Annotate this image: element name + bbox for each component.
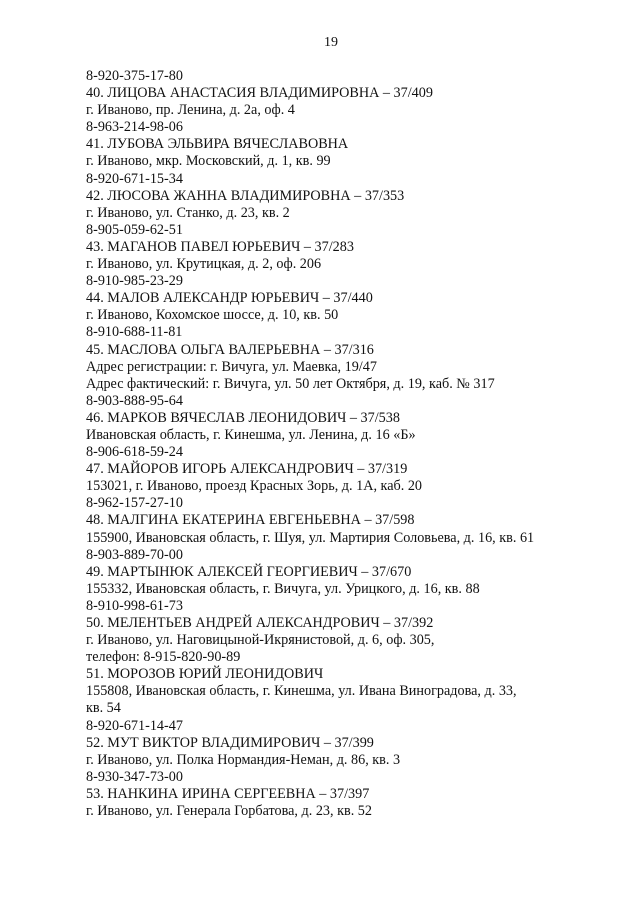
text-line: 8-910-985-23-29 <box>86 273 183 290</box>
text-line: 8-963-214-98-06 <box>86 119 183 136</box>
document-body <box>86 68 606 820</box>
text-line: 42. ЛЮСОВА ЖАННА ВЛАДИМИРОВНА – 37/353 <box>86 187 405 204</box>
text-line: 41. ЛУБОВА ЭЛЬВИРА ВЯЧЕСЛАВОВНА <box>86 136 349 153</box>
text-line: 8-905-059-62-51 <box>86 221 183 238</box>
text-line: 155808, Ивановская область, г. Кинешма, ул. Ивана Виноградова, д. 33, <box>86 683 517 700</box>
text-line: г. Иваново, ул. Наговицыной-Икрянистовой, д. 6, оф. 305, <box>86 632 435 649</box>
page-number: 19 <box>324 35 338 50</box>
text-line: 45. МАСЛОВА ОЛЬГА ВАЛЕРЬЕВНА – 37/316 <box>86 341 374 358</box>
text-line: 8-930-347-73-00 <box>86 768 183 785</box>
text-line: Ивановская область, г. Кинешма, ул. Ленина, д. 16 «Б» <box>86 426 416 443</box>
text-line: 155332, Ивановская область, г. Вичуга, ул. Урицкого, д. 16, кв. 88 <box>86 580 480 597</box>
text-line: 8-903-889-70-00 <box>86 546 183 563</box>
text-line: 8-920-671-15-34 <box>86 170 183 187</box>
text-line: г. Иваново, ул. Генерала Горбатова, д. 23, кв. 52 <box>86 803 372 820</box>
text-line: 8-910-688-11-81 <box>86 324 183 341</box>
text-line: г. Иваново, мкр. Московский, д. 1, кв. 99 <box>86 153 331 170</box>
text-line: г. Иваново, ул. Полка Нормандия-Неман, д. 86, кв. 3 <box>86 751 401 768</box>
text-line: г. Иваново, ул. Станко, д. 23, кв. 2 <box>86 204 290 221</box>
text-line: 43. МАГАНОВ ПАВЕЛ ЮРЬЕВИЧ – 37/283 <box>86 238 354 255</box>
text-line: 8-962-157-27-10 <box>86 495 183 512</box>
text-line: 8-920-375-17-80 <box>86 68 183 84</box>
text-line: 49. МАРТЫНЮК АЛЕКСЕЙ ГЕОРГИЕВИЧ – 37/670 <box>86 563 412 580</box>
text-line: телефон: 8-915-820-90-89 <box>86 649 241 666</box>
text-line: кв. 54 <box>86 700 121 717</box>
text-line: 8-903-888-95-64 <box>86 392 183 409</box>
text-line: Адрес фактический: г. Вичуга, ул. 50 лет Октября, д. 19, каб. № 317 <box>86 375 495 392</box>
text-line: 46. МАРКОВ ВЯЧЕСЛАВ ЛЕОНИДОВИЧ – 37/538 <box>86 409 400 426</box>
text-line: Адрес регистрации: г. Вичуга, ул. Маевка, 19/47 <box>86 358 377 375</box>
text-line: 8-906-618-59-24 <box>86 444 183 461</box>
text-line: 44. МАЛОВ АЛЕКСАНДР ЮРЬЕВИЧ – 37/440 <box>86 290 373 307</box>
text-line: г. Иваново, Кохомское шоссе, д. 10, кв. 50 <box>86 307 339 324</box>
text-line: 48. МАЛГИНА ЕКАТЕРИНА ЕВГЕНЬЕВНА – 37/598 <box>86 512 415 529</box>
text-line: 8-910-998-61-73 <box>86 597 183 614</box>
text-line: 52. МУТ ВИКТОР ВЛАДИМИРОВИЧ – 37/399 <box>86 734 374 751</box>
text-line: 50. МЕЛЕНТЬЕВ АНДРЕЙ АЛЕКСАНДРОВИЧ – 37/392 <box>86 615 434 631</box>
text-line: 53. НАНКИНА ИРИНА СЕРГЕЕВНА – 37/397 <box>86 785 370 802</box>
text-line: 8-920-671-14-47 <box>86 717 183 734</box>
text-line: 51. МОРОЗОВ ЮРИЙ ЛЕОНИДОВИЧ <box>86 666 324 683</box>
text-line: 47. МАЙОРОВ ИГОРЬ АЛЕКСАНДРОВИЧ – 37/319 <box>86 461 408 478</box>
text-line: 40. ЛИЦОВА АНАСТАСИЯ ВЛАДИМИРОВНА – 37/409 <box>86 85 433 102</box>
text-line: г. Иваново, пр. Ленина, д. 2а, оф. 4 <box>86 102 295 119</box>
text-line: г. Иваново, ул. Крутицкая, д. 2, оф. 206 <box>86 256 322 273</box>
text-line: 155900, Ивановская область, г. Шуя, ул. Мартирия Соловьева, д. 16, кв. 61 <box>86 529 535 546</box>
text-line: 153021, г. Иваново, проезд Красных Зорь, д. 1А, каб. 20 <box>86 478 423 495</box>
